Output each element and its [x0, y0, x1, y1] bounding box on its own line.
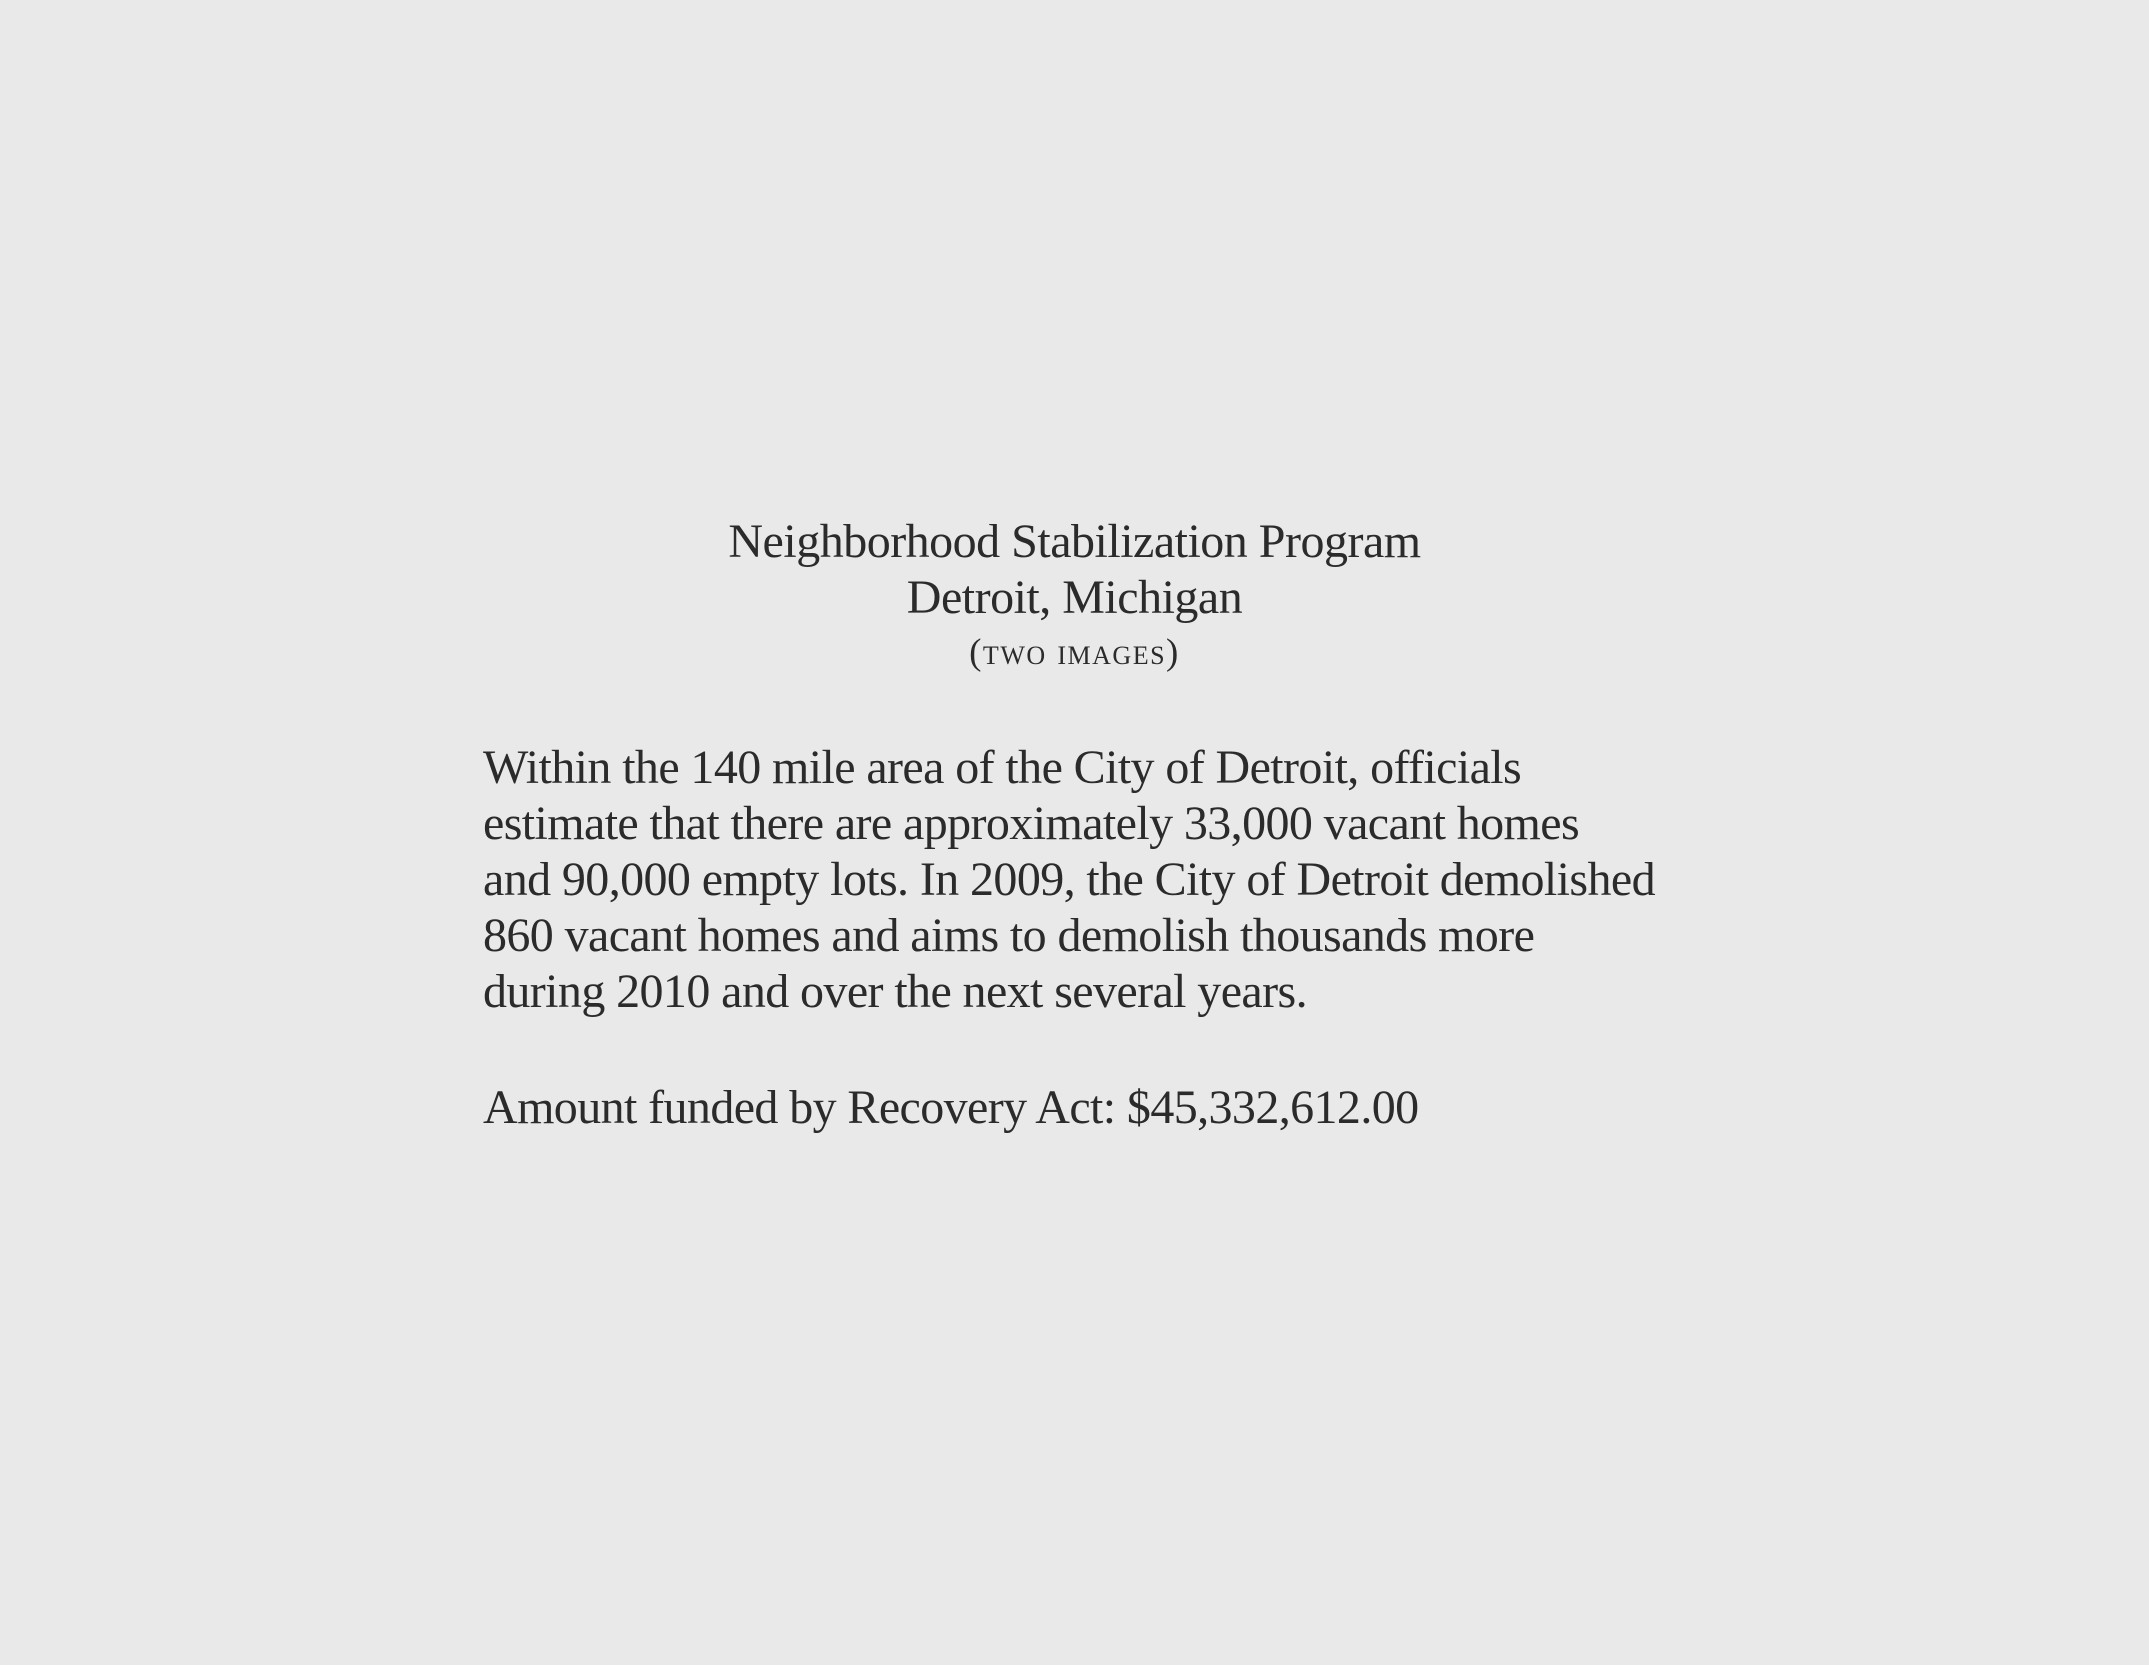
location-subtitle: Detroit, Michigan	[906, 571, 1243, 624]
description-line: estimate that there are approximately 33,000 vacant homes	[483, 797, 1580, 850]
description-line: Within the 140 mile area of the City of Detroit, officials	[483, 741, 1522, 794]
description-line: during 2010 and over the next several years.	[483, 965, 1307, 1018]
description-paragraph	[483, 740, 1703, 1020]
document-heading	[0, 514, 2149, 678]
image-count-note: (two images)	[969, 632, 1180, 673]
funding-amount: Amount funded by Recovery Act: $45,332,612.00	[483, 1081, 1419, 1134]
program-title: Neighborhood Stabilization Program	[728, 515, 1421, 568]
description-line: 860 vacant homes and aims to demolish thousands more	[483, 909, 1535, 962]
description-line: and 90,000 empty lots. In 2009, the City of Detroit demolished	[483, 853, 1655, 906]
